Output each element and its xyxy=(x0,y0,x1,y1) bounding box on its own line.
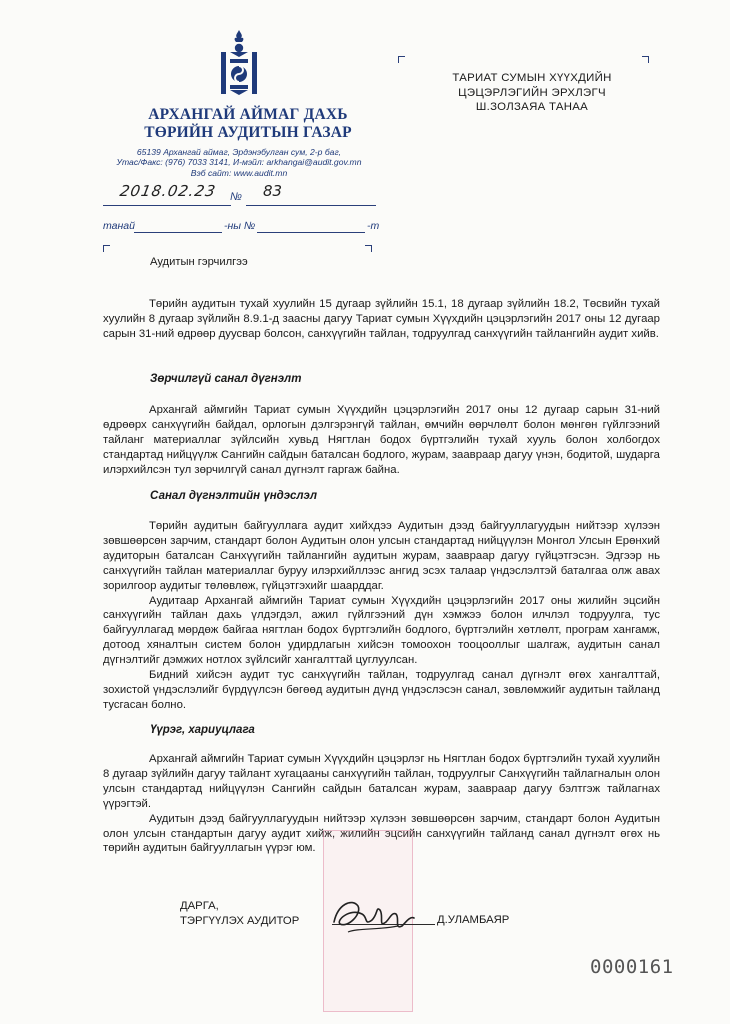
reference-right-label: -т xyxy=(367,220,380,232)
basis-text-3: Бидний хийсэн аудит тус санхүүгийн тайлан, тодруулгад санал дүгнэлт өгөх хангалттай, зохистой үндэслэлийг бүрдүүлсэн бөгөөд аудитын дүнд үндэслэсэн санал, зөвлөмжийг аудитын тайланд тусгасан болно. xyxy=(103,669,660,711)
recipient-block xyxy=(432,71,632,115)
signatory-title xyxy=(180,899,299,929)
organization-contact xyxy=(104,147,374,178)
number-label: № xyxy=(230,191,242,203)
organization-line-2: ТӨРИЙН АУДИТЫН ГАЗАР xyxy=(144,124,352,141)
letter-subject: Аудитын гэрчилгээ xyxy=(150,256,248,268)
responsibility-text-2: Аудитын дээд байгууллагуудын нийтээр хүлээн зөвшөөрсөн зарчим, стандарт болон Аудитын олон улсын стандартын дагуу аудит хийж, жилийн эцсийн санхүүгийн тайланд санал дүгнэлт өгөх нь төрийн аудитын байгууллагын үүрэг юм. xyxy=(103,812,660,855)
corner-mark-left xyxy=(103,245,110,252)
organization-line-1: АРХАНГАЙ АЙМАГ ДАХЬ xyxy=(148,106,348,123)
intro-paragraph xyxy=(103,297,660,342)
reference-mid xyxy=(224,220,255,232)
date-underline xyxy=(103,205,231,206)
number-underline xyxy=(246,205,376,206)
organization-website: Вэб сайт: www.audit.mn xyxy=(190,167,288,178)
soyombo-emblem-icon xyxy=(217,28,261,96)
organization-name xyxy=(143,106,353,142)
letter-number: 83 xyxy=(263,182,283,200)
reference-line-2 xyxy=(257,232,365,233)
heading-basis-for-opinion: Санал дүгнэлтийн үндэслэл xyxy=(150,490,318,502)
organization-address: 65139 Архангай аймаг, Эрдэнэбулган сум, 2-р баг, xyxy=(136,147,342,157)
opinion-text: Архангай аймгийн Тариат сумын Хүүхдийн цэцэрлэгийн 2017 оны 12 дугаар сарын 31-ний өдрөөрх санхүүгийн байдал, орлогын дэлгэрэнгүй тайлан, өмчийн өөрчлөлт болон мөнгөн гүйлгээний тайланг материаллаг зүйлсийн хувьд Нягтлан бодох бүртгэлийн тухай хууль болон холбогдох стандартад нийцүүлж Сангийн сайдын баталсан бодлого, журам, заавраар дагуу үнэн, бодитой, шударга илэрхийлсэн тул зөрчилгүй санал дүгнэлт гаргаж байна. xyxy=(103,404,660,476)
signatory-title-line-2: ТЭРГҮҮЛЭХ АУДИТОР xyxy=(180,915,300,927)
heading-responsibilities: Үүрэг, хариуцлага xyxy=(150,724,255,736)
recipient-line-2: ЦЭЦЭРЛЭГИЙН ЭРХЛЭГЧ xyxy=(458,86,606,99)
reference-left-label: танай xyxy=(103,220,135,232)
recipient-line-3: Ш.ЗОЛЗАЯА ТАНАА xyxy=(475,101,589,113)
corner-mark-right xyxy=(365,245,372,252)
document-serial-number: 0000161 xyxy=(590,956,674,978)
organization-phone-email: Утас/Факс: (976) 7033 3141, И-мэйл: arkhangai@audit.gov.mn xyxy=(116,157,362,168)
reference-mid-label: -ны № xyxy=(224,220,256,232)
basis-text-2: Аудитаар Архангай аймгийн Тариат сумын Хүүхдийн цэцэрлэгийн 2017 оны жилийн эцсийн санхүүгийн тайлан дахь үлдэгдэл, ажил гүйлгээний дүн хэмжээ болон илчлэл тодруулга, тус байгууллагад мөрдөж байгаа нягтлан бодох бүртгэлийн бодлого, бүртгэлийн хөтлөлт, програм хангамж, дотоод хяналтын систем болон удирдлагын хийсэн томоохон тооцооллыг шалгаж, аудитын санал дүгнэлтийг дэмжих нотлох зүйлсийг хангалттай цуглуулсан. xyxy=(103,594,660,667)
signatory-name: Д.УЛАМБАЯР xyxy=(437,914,510,926)
basis-paragraphs xyxy=(103,519,660,713)
responsibility-text-1: Архангай аймгийн Тариат сумын Хүүхдийн цэцэрлэг нь Нягтлан бодох бүртгэлийн тухай хуулийн 8 дугаар зүйлийн дагуу тайлант хугацааны санхүүгийн тайлан, тодруулгыг Санхүүгийн тайлагналын олон улсын стандартад нийцүүлэн Сангийн сайдын баталсан журам, заавраар дагуу бэлтгэж тайлагнах үүрэгтэй. xyxy=(103,753,660,810)
reference-row xyxy=(103,220,135,232)
recipient-line-1: ТАРИАТ СУМЫН ХҮҮХДИЙН xyxy=(452,72,612,84)
heading-unqualified-opinion: Зөрчилгүй санал дүгнэлт xyxy=(150,373,302,385)
opinion-paragraph xyxy=(103,403,660,478)
intro-text: Төрийн аудитын тухай хуулийн 15 дугаар зүйлийн 15.1, 18 дугаар зүйлийн 18.2, Төсвийн тухай хуулийн 8 дугаар зүйлийн 8.9.1-д заасны дагуу Тариат сумын Хүүхдийн цэцэрлэгийн 2017 оны 12 дугаар сарын 31-ний өдрөөр дуусвар болсон, санхүүгийн тайлан, тодруулгад санхүүгийн тайлангийн аудит хийв. xyxy=(103,298,660,340)
corner-mark-recipient-right xyxy=(642,56,649,63)
letter-date: 2018.02.23 xyxy=(118,182,218,200)
corner-mark-recipient-left xyxy=(398,56,405,63)
basis-text-1: Төрийн аудитын байгууллага аудит хийхдээ Аудитын дээд байгууллагуудын нийтээр хүлээн зөвшөөрсөн зарчим, стандарт болон Аудитын олон улсын стандартад нийцүүлэн Монгол Улсын Ерөнхий аудиторын баталсан Санхүүгийн тайлангийн аудитын журам, заавраар дагуу гүйцэтгэсэн. Эдгээр нь санхүүгийн тайлан материаллаг буруу илэрхийллээс ангид эсэх талаар үндэслэлтэй баталгаа олж авах зорилгоор аудитыг төлөвлөж, гүйцэтгэхийг шаарддаг. xyxy=(103,520,660,592)
handwritten-signature-icon xyxy=(328,892,418,938)
signatory-title-line-1: ДАРГА, xyxy=(180,900,219,912)
reference-right xyxy=(367,220,379,232)
reference-line-1 xyxy=(134,232,222,233)
